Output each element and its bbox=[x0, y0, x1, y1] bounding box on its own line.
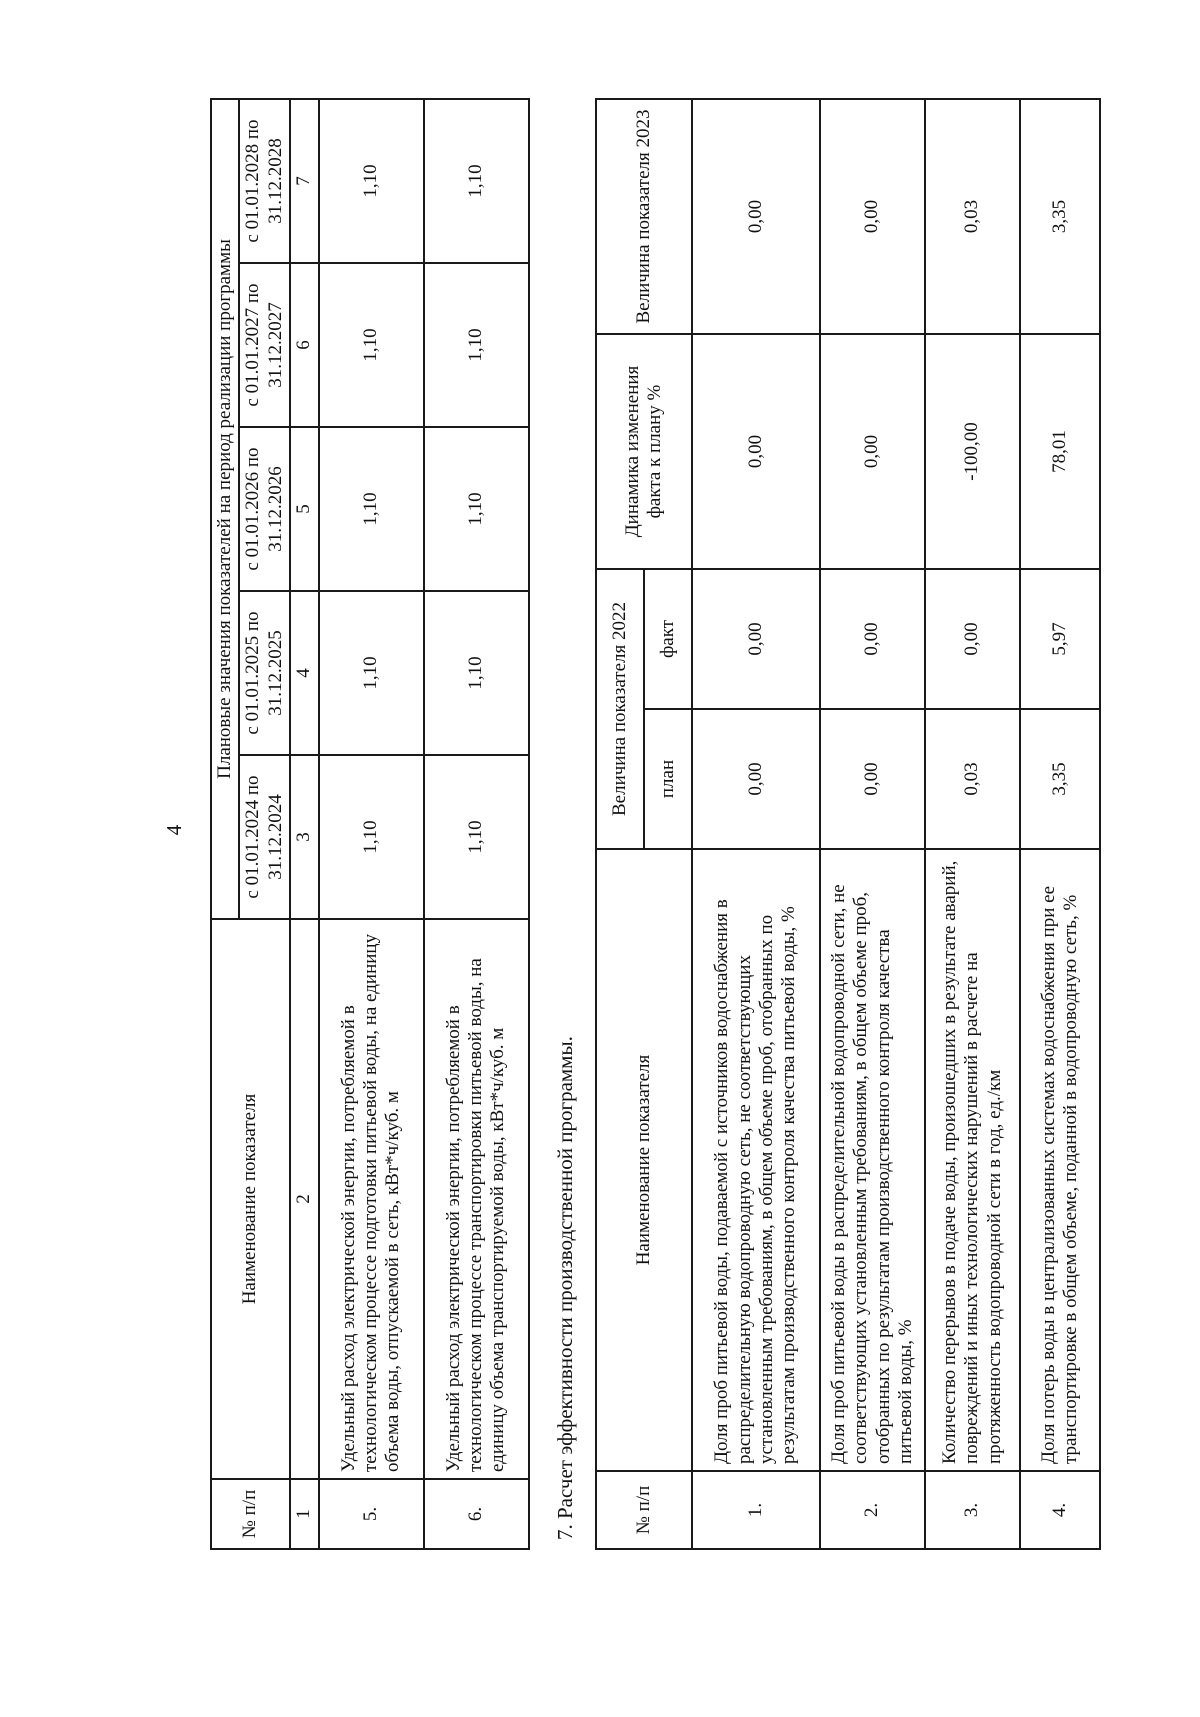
row-num: 5. bbox=[319, 1479, 424, 1549]
col-plan-header: план bbox=[644, 709, 692, 849]
planned-group-header: Плановые значения показателей на период реализации программы bbox=[211, 99, 239, 919]
fact-cell: 0,00 bbox=[925, 569, 1020, 709]
dynamics-cell: 78,01 bbox=[1020, 334, 1100, 569]
value-cell: 1,10 bbox=[424, 99, 529, 263]
period-header: с 01.01.2024 по 31.12.2024 bbox=[239, 755, 290, 919]
row-name: Доля потерь воды в централизованных системах водоснабжения при ее транспортировке в общем объеме, поданной в водопроводную сеть, % bbox=[1020, 849, 1100, 1471]
row-name: Удельный расход электрической энергии, потребляемой в технологическом процессе подготовки питьевой воды, на единицу объема воды, отпускаемой в сеть, кВт*ч/куб. м bbox=[319, 919, 424, 1479]
value-cell: 1,10 bbox=[319, 427, 424, 591]
value-2023-cell: 0,03 bbox=[925, 99, 1020, 334]
planned-values-table bbox=[210, 98, 530, 1550]
plan-cell: 3,35 bbox=[1020, 709, 1100, 849]
index-cell: 7 bbox=[290, 99, 318, 263]
table-row bbox=[1020, 99, 1100, 1549]
col-2022-header: Величина показателя 2022 bbox=[596, 569, 644, 849]
plan-cell: 0,03 bbox=[925, 709, 1020, 849]
dynamics-cell: 0,00 bbox=[820, 334, 925, 569]
fact-cell: 0,00 bbox=[692, 569, 820, 709]
table-row bbox=[424, 99, 529, 1549]
dynamics-cell: -100,00 bbox=[925, 334, 1020, 569]
col-dynamics-header: Динамика изменения факта к плану % bbox=[596, 334, 692, 569]
index-cell: 6 bbox=[290, 263, 318, 427]
col-name-header: Наименование показателя bbox=[596, 849, 692, 1471]
value-2023-cell: 0,00 bbox=[692, 99, 820, 334]
row-num: 6. bbox=[424, 1479, 529, 1549]
period-header: с 01.01.2028 по 31.12.2028 bbox=[239, 99, 290, 263]
row-num: 2. bbox=[820, 1471, 925, 1549]
index-cell: 1 bbox=[290, 1479, 318, 1549]
row-num: 4. bbox=[1020, 1471, 1100, 1549]
col-fact-header: факт bbox=[644, 569, 692, 709]
row-num: 3. bbox=[925, 1471, 1020, 1549]
table-row bbox=[319, 99, 424, 1549]
row-name: Доля проб питьевой воды, подаваемой с источников водоснабжения в распределительную водопроводную сеть, не соответствующих установленным требованиям, в общем объеме проб, отобранных по результатам производственного контроля качества питьевой воды, % bbox=[692, 849, 820, 1471]
value-2023-cell: 0,00 bbox=[820, 99, 925, 334]
col-num-header: № п/п bbox=[211, 1479, 290, 1549]
col-2023-header: Величина показателя 2023 bbox=[596, 99, 692, 334]
fact-cell: 5,97 bbox=[1020, 569, 1100, 709]
period-header: с 01.01.2025 по 31.12.2025 bbox=[239, 591, 290, 755]
rotated-content bbox=[110, 100, 1140, 1550]
plan-cell: 0,00 bbox=[820, 709, 925, 849]
value-cell: 1,10 bbox=[424, 427, 529, 591]
table-row bbox=[692, 99, 820, 1549]
table-row bbox=[820, 99, 925, 1549]
value-cell: 1,10 bbox=[319, 755, 424, 919]
page-number: 4 bbox=[162, 824, 186, 836]
row-name: Удельный расход электрической энергии, потребляемой в технологическом процессе транспортировки питьевой воды, на единицу объема транспортируемой воды, кВт*ч/куб. м bbox=[424, 919, 529, 1479]
value-cell: 1,10 bbox=[424, 263, 529, 427]
index-cell: 5 bbox=[290, 427, 318, 591]
value-cell: 1,10 bbox=[319, 591, 424, 755]
fact-cell: 0,00 bbox=[820, 569, 925, 709]
index-cell: 3 bbox=[290, 755, 318, 919]
index-cell: 2 bbox=[290, 919, 318, 1479]
row-num: 1. bbox=[692, 1471, 820, 1549]
row-name: Доля проб питьевой воды в распределительной водопроводной сети, не соответствующих установленным требованиям, в общем объеме проб, отобранных по результатам производственного контроля качества питьевой воды, % bbox=[820, 849, 925, 1471]
value-cell: 1,10 bbox=[319, 263, 424, 427]
col-num-header: № п/п bbox=[596, 1471, 692, 1549]
value-2023-cell: 3,35 bbox=[1020, 99, 1100, 334]
table-row bbox=[925, 99, 1020, 1549]
row-name: Количество перерывов в подаче воды, произошедших в результате аварий, повреждений и иных технологических нарушений в расчете на протяженность водопроводной сети в год, ед./км bbox=[925, 849, 1020, 1471]
plan-cell: 0,00 bbox=[692, 709, 820, 849]
dynamics-cell: 0,00 bbox=[692, 334, 820, 569]
value-cell: 1,10 bbox=[424, 591, 529, 755]
value-cell: 1,10 bbox=[424, 755, 529, 919]
section-title: 7. Расчет эффективности производственной программы. bbox=[553, 1036, 577, 1540]
index-cell: 4 bbox=[290, 591, 318, 755]
efficiency-table bbox=[595, 98, 1101, 1550]
value-cell: 1,10 bbox=[319, 99, 424, 263]
period-header: с 01.01.2026 по 31.12.2026 bbox=[239, 427, 290, 591]
col-name-header: Наименование показателя bbox=[211, 919, 290, 1479]
period-header: с 01.01.2027 по 31.12.2027 bbox=[239, 263, 290, 427]
